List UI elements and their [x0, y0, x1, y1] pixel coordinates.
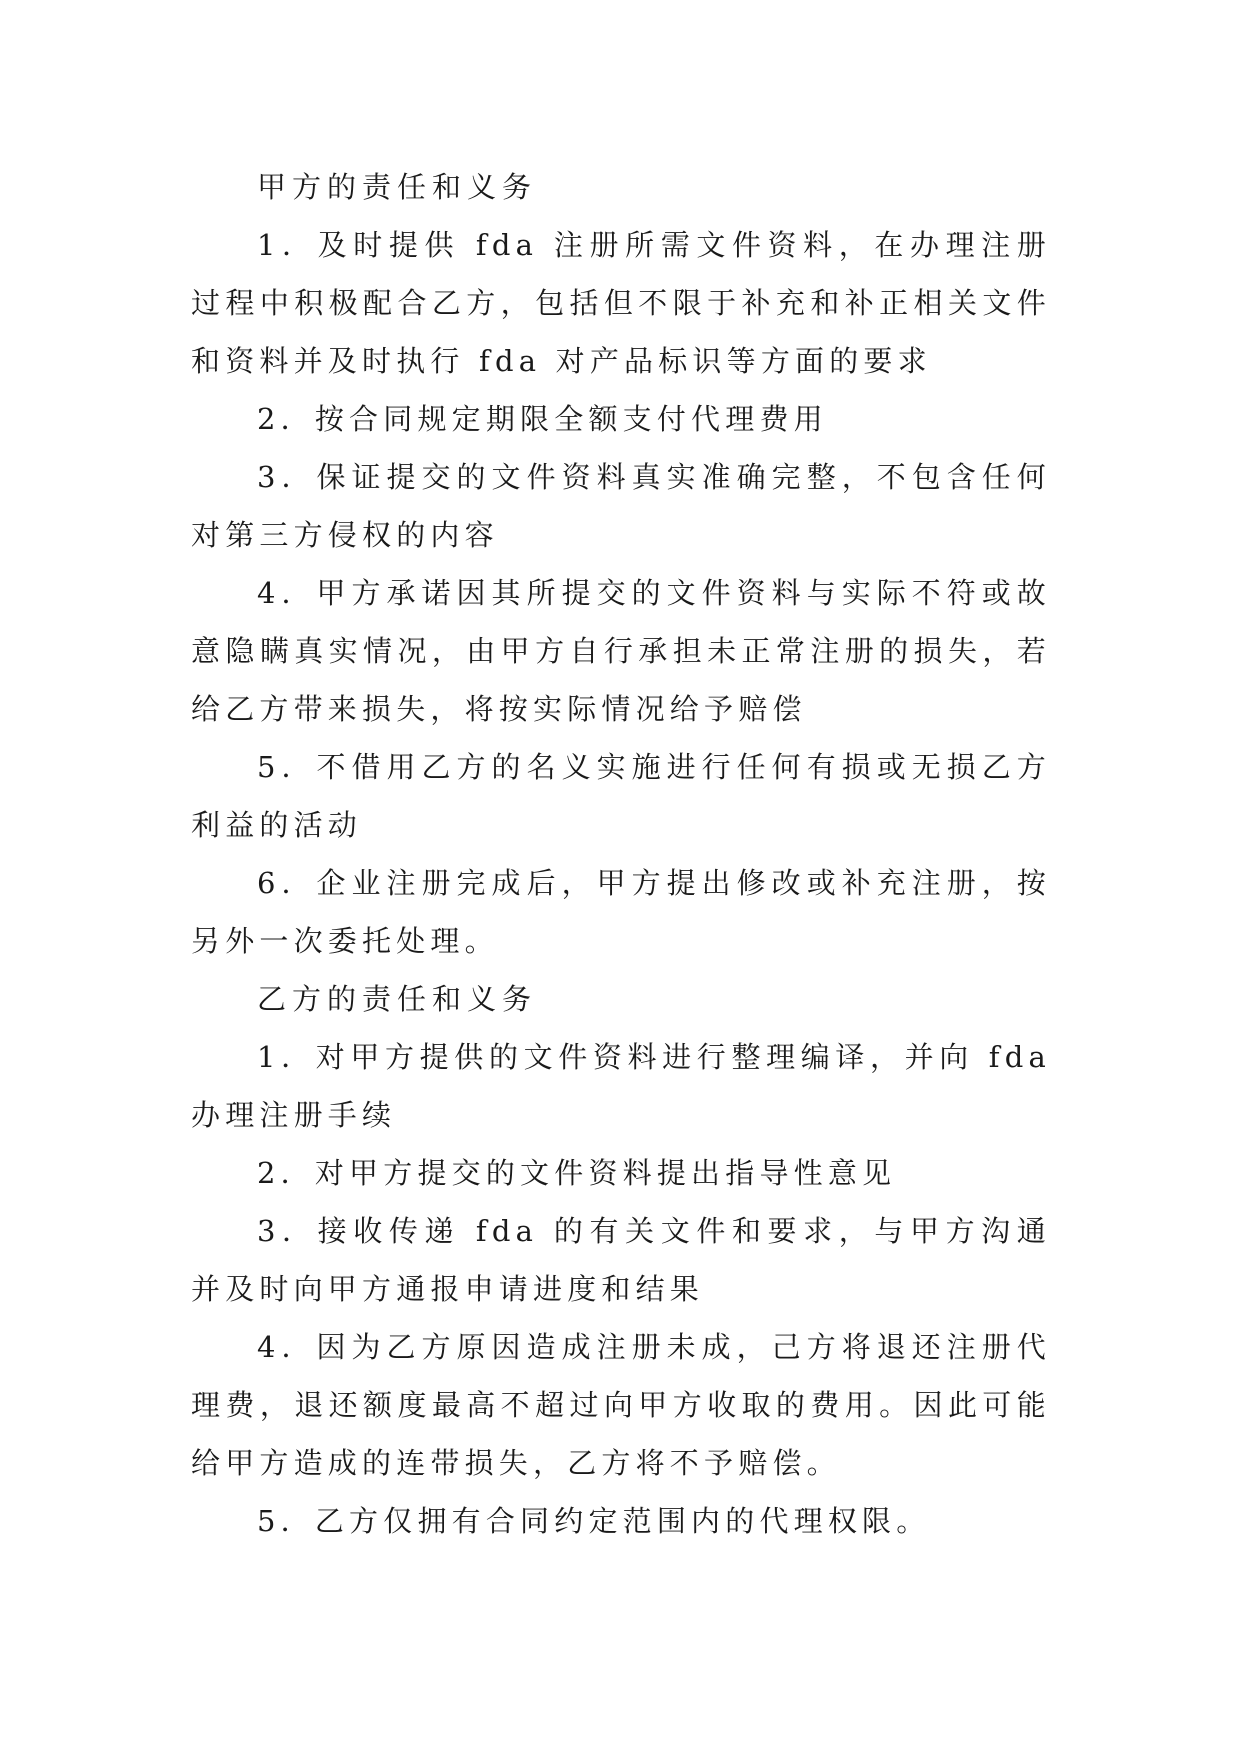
party-a-item-6: 6．企业注册完成后，甲方提出修改或补充注册，按另外一次委托处理。 — [191, 866, 1051, 958]
party-a-item-1: 1．及时提供 fda 注册所需文件资料，在办理注册过程中积极配合乙方，包括但不限于补充和补正相关文件和资料并及时执行 fda 对产品标识等方面的要求 — [191, 228, 1051, 378]
document-body — [191, 158, 1051, 1550]
party-b-item-2: 2．对甲方提交的文件资料提出指导性意见 — [257, 1156, 897, 1190]
party-b-item-5: 5．乙方仅拥有合同约定范围内的代理权限。 — [257, 1504, 931, 1538]
party-b-item-1: 1．对甲方提供的文件资料进行整理编译，并向 fda 办理注册手续 — [191, 1040, 1051, 1132]
party-a-item-2: 2．按合同规定期限全额支付代理费用 — [257, 402, 828, 436]
party-a-item-4: 4．甲方承诺因其所提交的文件资料与实际不符或故意隐瞒真实情况，由甲方自行承担未正常注册的损失，若给乙方带来损失，将按实际情况给予赔偿 — [191, 576, 1051, 726]
party-a-item-5: 5．不借用乙方的名义实施进行任何有损或无损乙方利益的活动 — [191, 750, 1051, 842]
party-a-heading: 甲方的责任和义务 — [257, 170, 538, 204]
party-a-item-3: 3．保证提交的文件资料真实准确完整，不包含任何对第三方侵权的内容 — [191, 460, 1051, 552]
party-b-heading: 乙方的责任和义务 — [257, 982, 538, 1016]
party-b-item-4: 4．因为乙方原因造成注册未成，己方将退还注册代理费，退还额度最高不超过向甲方收取的费用。因此可能给甲方造成的连带损失，乙方将不予赔偿。 — [191, 1330, 1051, 1480]
party-b-item-3: 3．接收传递 fda 的有关文件和要求，与甲方沟通并及时向甲方通报申请进度和结果 — [191, 1214, 1051, 1306]
